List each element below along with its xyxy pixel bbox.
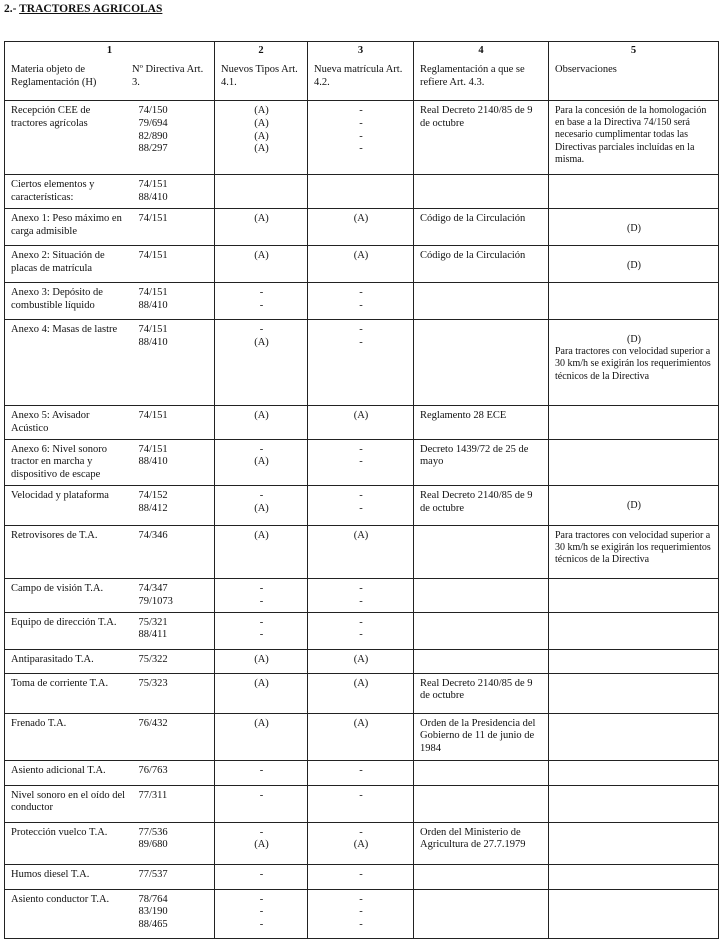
materia-text: Antiparasitado T.A. xyxy=(11,653,94,665)
directiva-number: 74/151 xyxy=(138,179,168,190)
observaciones-cell xyxy=(549,320,719,406)
table-row xyxy=(5,785,719,822)
materia-cell xyxy=(5,649,133,673)
observaciones-text: Para tractores con velocidad superior a 30 km/h se exigirán los requerimientos técnicos de la Directiva xyxy=(555,529,711,566)
header-row xyxy=(5,42,719,101)
observaciones-text: Para la concesión de la homologación en base a la Directiva 74/150 será necesario cumplimentar todas las Directivas parciales incluídas en la misma. xyxy=(555,105,707,165)
nuevos-tipos-mark: - xyxy=(259,489,264,501)
table-row xyxy=(5,822,719,864)
materia-text: Nivel sonoro en el oído del conductor xyxy=(11,789,126,814)
observaciones-cell xyxy=(549,175,719,209)
directiva-cell xyxy=(133,612,215,649)
nuevos-tipos-mark: (A) xyxy=(254,130,269,142)
reglamentacion-cell xyxy=(414,101,549,175)
nuevos-tipos-mark: - xyxy=(259,789,264,801)
nueva-matricula-mark: - xyxy=(359,299,363,311)
observaciones-cell xyxy=(549,760,719,785)
reglamentacion-text: Código de la Circulación xyxy=(420,213,526,224)
nueva-matricula-mark: (A) xyxy=(353,529,369,541)
directiva-cell xyxy=(133,439,215,485)
materia-cell xyxy=(5,406,133,440)
observaciones-cell xyxy=(549,713,719,760)
nueva-matricula-mark: (A) xyxy=(353,677,369,689)
reglamentacion-cell xyxy=(414,320,549,406)
directiva-number: 82/890 xyxy=(138,130,168,142)
header-materia: Materia objeto de Reglamentación (H) xyxy=(11,63,97,88)
nuevos-tipos-mark: - xyxy=(259,906,264,918)
table-row xyxy=(5,209,719,246)
materia-text: Humos diesel T.A. xyxy=(11,868,90,880)
nueva-matricula-cell xyxy=(308,649,414,673)
directiva-number: 77/537 xyxy=(138,868,168,880)
table-row xyxy=(5,578,719,612)
reglamentacion-cell xyxy=(414,673,549,713)
directiva-number: 74/346 xyxy=(138,529,168,541)
directiva-cell xyxy=(133,320,215,406)
nuevos-tipos-mark: - xyxy=(259,582,264,594)
nueva-matricula-cell xyxy=(308,283,414,320)
nueva-matricula-mark: - xyxy=(359,919,363,931)
observaciones-cell xyxy=(549,439,719,485)
materia-cell xyxy=(5,283,133,320)
nueva-matricula-mark: - xyxy=(359,906,363,918)
reglamentacion-cell xyxy=(414,246,549,283)
reglamentacion-cell xyxy=(414,209,549,246)
nuevos-tipos-mark: (A) xyxy=(254,336,269,348)
observaciones-cell xyxy=(549,283,719,320)
directiva-number: 79/1073 xyxy=(138,595,173,607)
table-row xyxy=(5,673,719,713)
directiva-cell xyxy=(133,525,215,578)
nuevos-tipos-cell xyxy=(215,485,308,525)
materia-cell xyxy=(5,525,133,578)
nueva-matricula-cell xyxy=(308,760,414,785)
table-row xyxy=(5,889,719,938)
nuevos-tipos-mark: (A) xyxy=(254,717,269,729)
nuevos-tipos-mark: (A) xyxy=(254,653,269,665)
nueva-matricula-mark: (A) xyxy=(353,717,369,729)
nueva-matricula-cell xyxy=(308,246,414,283)
reglamentacion-text: Código de la Circulación xyxy=(420,250,526,261)
nuevos-tipos-cell xyxy=(215,175,308,209)
nueva-matricula-mark: - xyxy=(359,456,363,468)
nuevos-tipos-cell xyxy=(215,320,308,406)
heading-prefix: 2.- xyxy=(4,3,20,15)
materia-cell xyxy=(5,785,133,822)
nueva-matricula-mark: - xyxy=(359,582,363,594)
nueva-matricula-mark: - xyxy=(359,789,363,801)
nuevos-tipos-mark: - xyxy=(259,324,264,335)
directiva-number: 76/432 xyxy=(138,717,168,729)
nuevos-tipos-mark: - xyxy=(259,629,264,641)
materia-cell xyxy=(5,760,133,785)
materia-text: Frenado T.A. xyxy=(11,717,67,729)
reglamentacion-cell xyxy=(414,485,549,525)
nuevos-tipos-cell xyxy=(215,578,308,612)
reglamentacion-cell xyxy=(414,283,549,320)
nuevos-tipos-cell xyxy=(215,785,308,822)
materia-cell xyxy=(5,889,133,938)
directiva-cell xyxy=(133,485,215,525)
observaciones-text: (D) xyxy=(627,334,641,345)
directiva-cell xyxy=(133,209,215,246)
materia-cell xyxy=(5,209,133,246)
observaciones-cell xyxy=(549,485,719,525)
reglamentacion-cell xyxy=(414,889,549,938)
observaciones-cell xyxy=(549,101,719,175)
directiva-number: 88/410 xyxy=(138,299,168,311)
materia-cell xyxy=(5,439,133,485)
materia-cell xyxy=(5,101,133,175)
reglamentacion-cell xyxy=(414,406,549,440)
reglamentacion-cell xyxy=(414,785,549,822)
reglamentacion-text: Real Decreto 2140/85 de 9 de octubre xyxy=(420,105,533,129)
nuevos-tipos-mark: (A) xyxy=(254,250,269,261)
reglamentacion-cell xyxy=(414,612,549,649)
directiva-cell xyxy=(133,578,215,612)
nuevos-tipos-mark: - xyxy=(259,868,264,880)
column-number-2: 2 xyxy=(258,45,264,56)
nueva-matricula-cell xyxy=(308,864,414,889)
directiva-cell xyxy=(133,864,215,889)
nueva-matricula-mark: (A) xyxy=(353,653,369,665)
reglamentacion-text: Orden de la Presidencia del Gobierno de 11 de junio de 1984 xyxy=(420,717,536,755)
nuevos-tipos-mark: - xyxy=(259,826,264,838)
materia-text: Retrovisores de T.A. xyxy=(11,529,98,541)
directiva-number: 74/151 xyxy=(138,287,168,298)
observaciones-cell xyxy=(549,822,719,864)
directiva-cell xyxy=(133,785,215,822)
nueva-matricula-mark: - xyxy=(359,868,363,880)
materia-cell xyxy=(5,612,133,649)
directiva-number: 74/152 xyxy=(138,489,168,501)
nuevos-tipos-mark: (A) xyxy=(254,143,269,155)
nueva-matricula-cell xyxy=(308,822,414,864)
observaciones-text: (D) xyxy=(627,499,641,511)
nueva-matricula-mark: (A) xyxy=(353,213,369,224)
column-number-5: 5 xyxy=(630,45,637,56)
nuevos-tipos-cell xyxy=(215,864,308,889)
reglamentacion-cell xyxy=(414,760,549,785)
reglamentacion-cell xyxy=(414,649,549,673)
nueva-matricula-mark: - xyxy=(359,764,363,776)
nuevos-tipos-mark: - xyxy=(259,893,264,905)
nuevos-tipos-cell xyxy=(215,439,308,485)
observaciones-cell xyxy=(549,525,719,578)
directiva-cell xyxy=(133,822,215,864)
nueva-matricula-mark: - xyxy=(359,324,363,335)
nueva-matricula-cell xyxy=(308,101,414,175)
reglamentacion-text: Real Decreto 2140/85 de 9 de octubre xyxy=(420,489,533,514)
nueva-matricula-mark: - xyxy=(359,443,363,455)
nueva-matricula-mark: - xyxy=(359,287,363,298)
nuevos-tipos-mark: - xyxy=(259,616,264,628)
nueva-matricula-mark: (A) xyxy=(353,250,369,261)
nueva-matricula-cell xyxy=(308,406,414,440)
table-row xyxy=(5,320,719,406)
header-cell-2 xyxy=(215,42,308,101)
materia-cell xyxy=(5,713,133,760)
observaciones-cell xyxy=(549,406,719,440)
header-cell-3 xyxy=(308,42,414,101)
directiva-number: 88/411 xyxy=(138,629,168,641)
materia-cell xyxy=(5,320,133,406)
directiva-number: 75/321 xyxy=(138,616,168,628)
reglamentacion-cell xyxy=(414,578,549,612)
header-nuevos-tipos: Nuevos Tipos Art. 4.1. xyxy=(221,63,298,88)
table-row xyxy=(5,101,719,175)
directiva-number: 74/150 xyxy=(138,105,168,116)
nueva-matricula-cell xyxy=(308,439,414,485)
nuevos-tipos-cell xyxy=(215,246,308,283)
nueva-matricula-cell xyxy=(308,485,414,525)
directiva-number: 75/323 xyxy=(138,677,168,689)
nuevos-tipos-cell xyxy=(215,673,308,713)
reglamentacion-cell xyxy=(414,822,549,864)
directiva-cell xyxy=(133,760,215,785)
nueva-matricula-mark: - xyxy=(359,105,363,116)
directiva-number: 88/465 xyxy=(138,919,168,931)
nuevos-tipos-cell xyxy=(215,889,308,938)
nueva-matricula-mark: (A) xyxy=(353,839,369,851)
reglamentacion-text: Real Decreto 2140/85 de 9 de octubre xyxy=(420,677,533,702)
materia-text: Anexo 3: Depósito de combustible líquido xyxy=(11,287,103,311)
observaciones-text: (D) xyxy=(627,260,641,271)
materia-text: Asiento conductor T.A. xyxy=(11,893,110,905)
nueva-matricula-mark: - xyxy=(359,336,363,348)
reglamentacion-text: Orden del Ministerio de Agricultura de 27.7.1979 xyxy=(420,826,526,851)
materia-cell xyxy=(5,175,133,209)
header-nueva-matricula: Nueva matrícula Art. 4.2. xyxy=(314,63,403,88)
reglamentacion-cell xyxy=(414,713,549,760)
directiva-number: 89/680 xyxy=(138,839,168,851)
nueva-matricula-cell xyxy=(308,320,414,406)
observaciones-cell xyxy=(549,673,719,713)
table-row xyxy=(5,612,719,649)
directiva-cell xyxy=(133,406,215,440)
nuevos-tipos-cell xyxy=(215,406,308,440)
directiva-number: 76/763 xyxy=(138,764,168,776)
observaciones-cell xyxy=(549,889,719,938)
nuevos-tipos-mark: (A) xyxy=(254,502,269,514)
directiva-number: 88/410 xyxy=(138,191,168,203)
section-heading xyxy=(4,2,162,16)
directiva-cell xyxy=(133,175,215,209)
reglamentacion-cell xyxy=(414,175,549,209)
table-row xyxy=(5,246,719,283)
observaciones-cell xyxy=(549,649,719,673)
nuevos-tipos-mark: (A) xyxy=(254,529,269,541)
header-cell-5 xyxy=(549,42,719,101)
directiva-cell xyxy=(133,713,215,760)
nueva-matricula-cell xyxy=(308,785,414,822)
nuevos-tipos-mark: (A) xyxy=(254,410,269,421)
nuevos-tipos-mark: - xyxy=(259,764,264,776)
heading-title: TRACTORES AGRICOLAS xyxy=(19,3,163,15)
nueva-matricula-mark: - xyxy=(359,893,363,905)
regulation-table xyxy=(4,41,719,939)
column-number-4: 4 xyxy=(478,45,484,56)
directiva-number: 74/151 xyxy=(138,250,168,261)
nueva-matricula-cell xyxy=(308,209,414,246)
nuevos-tipos-mark: - xyxy=(259,299,264,311)
table-row xyxy=(5,283,719,320)
nuevos-tipos-mark: (A) xyxy=(254,117,269,129)
nueva-matricula-mark: - xyxy=(359,629,363,641)
nuevos-tipos-mark: (A) xyxy=(254,456,269,468)
nueva-matricula-mark: - xyxy=(359,489,363,501)
nuevos-tipos-cell xyxy=(215,713,308,760)
directiva-number: 88/410 xyxy=(138,456,168,468)
materia-text: Protección vuelco T.A. xyxy=(11,826,108,838)
header-reglamentacion: Reglamentación a que se refiere Art. 4.3. xyxy=(420,63,525,88)
materia-cell xyxy=(5,673,133,713)
column-number-3: 3 xyxy=(357,45,364,56)
directiva-cell xyxy=(133,283,215,320)
directiva-cell xyxy=(133,101,215,175)
reglamentacion-text: Decreto 1439/72 de 25 de mayo xyxy=(420,443,529,468)
directiva-number: 74/151 xyxy=(138,324,168,335)
nuevos-tipos-cell xyxy=(215,649,308,673)
nuevos-tipos-mark: (A) xyxy=(254,105,269,116)
nueva-matricula-cell xyxy=(308,673,414,713)
nueva-matricula-cell xyxy=(308,578,414,612)
observaciones-cell xyxy=(549,209,719,246)
table-row xyxy=(5,864,719,889)
nuevos-tipos-cell xyxy=(215,525,308,578)
observaciones-cell xyxy=(549,864,719,889)
nueva-matricula-cell xyxy=(308,889,414,938)
directiva-number: 74/347 xyxy=(138,582,168,594)
observaciones-extra-text: Para tractores con velocidad superior a 30 km/h se exigirán los requerimientos técnicos de la Directiva xyxy=(555,346,711,382)
table-row xyxy=(5,439,719,485)
nueva-matricula-cell xyxy=(308,175,414,209)
nuevos-tipos-mark: (A) xyxy=(254,839,269,851)
nueva-matricula-mark: (A) xyxy=(353,410,369,421)
nuevos-tipos-mark: (A) xyxy=(254,213,269,224)
nuevos-tipos-mark: - xyxy=(259,919,264,931)
reglamentacion-cell xyxy=(414,439,549,485)
header-cell-4 xyxy=(414,42,549,101)
materia-text: Recepción CEE de tractores agrícolas xyxy=(11,105,91,129)
directiva-number: 74/151 xyxy=(138,410,168,421)
nueva-matricula-mark: - xyxy=(359,502,363,514)
nuevos-tipos-cell xyxy=(215,101,308,175)
materia-cell xyxy=(5,822,133,864)
materia-text: Anexo 2: Situación de placas de matrícula xyxy=(11,250,105,274)
nueva-matricula-cell xyxy=(308,612,414,649)
materia-text: Ciertos elementos y características: xyxy=(11,179,95,203)
observaciones-cell xyxy=(549,612,719,649)
reglamentacion-cell xyxy=(414,525,549,578)
materia-text: Campo de visión T.A. xyxy=(11,582,104,594)
reglamentacion-cell xyxy=(414,864,549,889)
table-row xyxy=(5,406,719,440)
table-row xyxy=(5,649,719,673)
nueva-matricula-mark: - xyxy=(359,616,363,628)
materia-text: Anexo 4: Masas de lastre xyxy=(11,324,118,335)
materia-cell xyxy=(5,246,133,283)
nuevos-tipos-cell xyxy=(215,612,308,649)
directiva-number: 77/311 xyxy=(138,789,168,801)
materia-cell xyxy=(5,485,133,525)
observaciones-text: (D) xyxy=(627,223,641,234)
header-observaciones: Observaciones xyxy=(555,63,617,75)
materia-text: Equipo de dirección T.A. xyxy=(11,616,117,628)
nuevos-tipos-cell xyxy=(215,760,308,785)
nuevos-tipos-cell xyxy=(215,283,308,320)
directiva-number: 74/151 xyxy=(138,213,168,224)
header-cell-1 xyxy=(5,42,215,101)
directiva-number: 77/536 xyxy=(138,826,168,838)
directiva-number: 74/151 xyxy=(138,443,168,455)
directiva-number: 88/410 xyxy=(138,336,168,348)
nueva-matricula-cell xyxy=(308,713,414,760)
nueva-matricula-mark: - xyxy=(359,117,363,129)
directiva-cell xyxy=(133,246,215,283)
materia-text: Anexo 5: Avisador Acústico xyxy=(11,410,90,434)
observaciones-cell xyxy=(549,578,719,612)
table-row xyxy=(5,525,719,578)
materia-text: Anexo 1: Peso máximo en carga admisible xyxy=(11,213,122,237)
directiva-cell xyxy=(133,649,215,673)
table-row xyxy=(5,713,719,760)
nueva-matricula-cell xyxy=(308,525,414,578)
directiva-number: 78/764 xyxy=(138,893,168,905)
nueva-matricula-mark: - xyxy=(359,595,363,607)
observaciones-cell xyxy=(549,785,719,822)
nuevos-tipos-mark: - xyxy=(259,595,264,607)
directiva-number: 83/190 xyxy=(138,906,168,918)
materia-cell xyxy=(5,578,133,612)
reglamentacion-text: Reglamento 28 ECE xyxy=(420,410,507,421)
materia-text: Asiento adicional T.A. xyxy=(11,764,106,776)
nueva-matricula-mark: - xyxy=(359,143,363,155)
regulation-table-body xyxy=(5,42,719,939)
directiva-number: 75/322 xyxy=(138,653,168,665)
nuevos-tipos-cell xyxy=(215,209,308,246)
column-number-1: 1 xyxy=(106,45,113,56)
header-directiva: Nº Directiva Art. 3. xyxy=(132,63,204,88)
table-row xyxy=(5,485,719,525)
nuevos-tipos-mark: (A) xyxy=(254,677,269,689)
materia-text: Velocidad y plataforma xyxy=(11,489,109,501)
directiva-number: 88/412 xyxy=(138,502,168,514)
directiva-cell xyxy=(133,673,215,713)
materia-text: Anexo 6: Nivel sonoro tractor en marcha y dispositivo de escape xyxy=(11,443,107,481)
nueva-matricula-mark: - xyxy=(359,826,363,838)
materia-cell xyxy=(5,864,133,889)
nuevos-tipos-cell xyxy=(215,822,308,864)
table-row xyxy=(5,175,719,209)
directiva-number: 79/694 xyxy=(138,117,168,129)
nuevos-tipos-mark: - xyxy=(259,287,264,298)
observaciones-cell xyxy=(549,246,719,283)
directiva-cell xyxy=(133,889,215,938)
directiva-number: 88/297 xyxy=(138,143,168,155)
nuevos-tipos-mark: - xyxy=(259,443,264,455)
nueva-matricula-mark: - xyxy=(359,130,363,142)
table-row xyxy=(5,760,719,785)
materia-text: Toma de corriente T.A. xyxy=(11,677,109,689)
